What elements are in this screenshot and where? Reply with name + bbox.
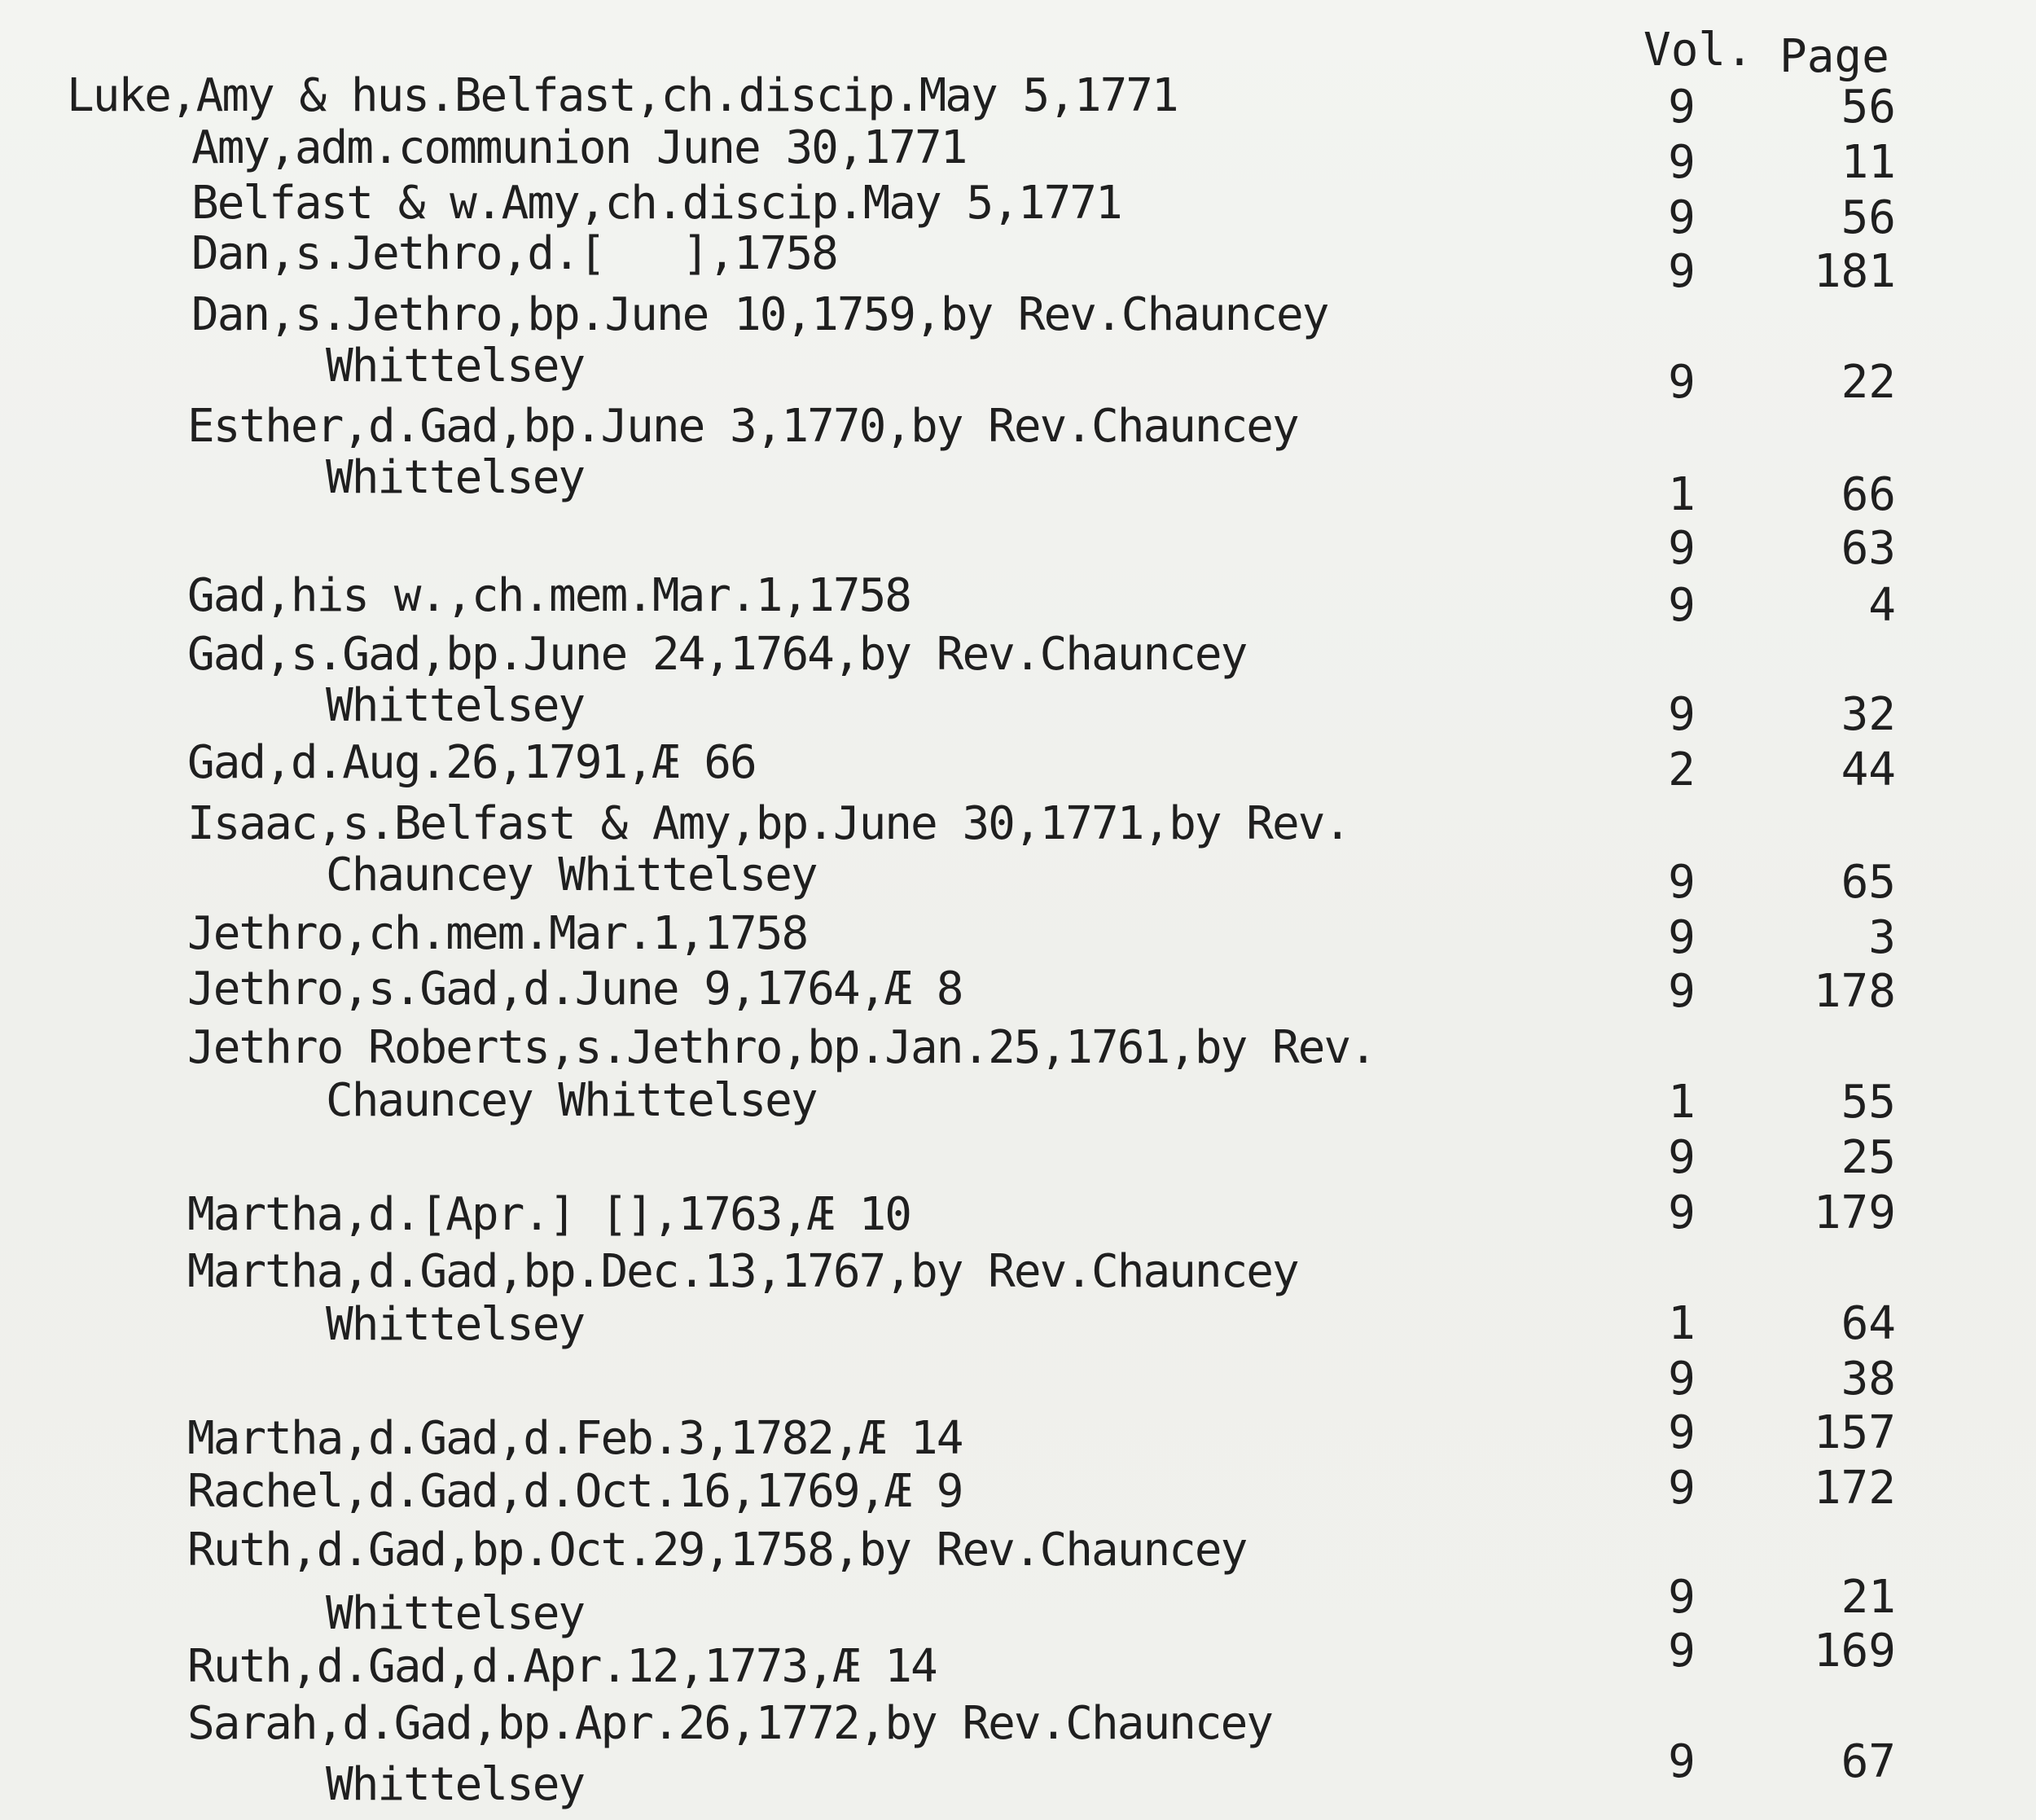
entry-line: Whittelsey	[326, 1758, 585, 1811]
entry-line: Luke,Amy & hus.Belfast,ch.discip.May 5,1771	[67, 69, 1178, 122]
vol-number: 9	[1668, 522, 1696, 575]
vol-number: 9	[1668, 1131, 1696, 1184]
page-number: 63	[1841, 522, 1896, 575]
vol-number: 9	[1668, 1186, 1696, 1239]
page-number: 3	[1868, 911, 1896, 964]
entry-line: Gad,s.Gad,bp.June 24,1764,by Rev.Chauncey	[187, 628, 1247, 681]
entry-line: Amy,adm.communion June 30,1771	[191, 121, 967, 174]
entry-line: Whittelsey	[326, 1298, 585, 1351]
entry-line: Gad,his w.,ch.mem.Mar.1,1758	[187, 569, 911, 622]
entry-line: Gad,d.Aug.26,1791,Æ 66	[187, 736, 756, 789]
vol-number: 1	[1668, 468, 1696, 521]
page-number: 56	[1841, 191, 1896, 244]
entry-line: Rachel,d.Gad,d.Oct.16,1769,Æ 9	[187, 1465, 963, 1518]
entry-line: Chauncey Whittelsey	[326, 1074, 817, 1127]
page-number: 66	[1841, 468, 1896, 521]
page-number: 56	[1841, 81, 1896, 134]
page-number: 169	[1813, 1625, 1896, 1677]
entry-line: Chauncey Whittelsey	[326, 849, 817, 901]
entry-line: Esther,d.Gad,bp.June 3,1770,by Rev.Chauncey	[187, 400, 1298, 453]
page-number: 181	[1813, 245, 1896, 298]
entry-line: Ruth,d.Gad,bp.Oct.29,1758,by Rev.Chauncey	[187, 1524, 1247, 1577]
entry-line: Isaac,s.Belfast & Amy,bp.June 30,1771,by Rev.	[187, 797, 1350, 850]
page-number: 11	[1841, 136, 1896, 189]
vol-number: 9	[1668, 1353, 1696, 1406]
entry-line: Sarah,d.Gad,bp.Apr.26,1772,by Rev.Chauncey	[187, 1697, 1273, 1750]
vol-number: 9	[1668, 356, 1696, 409]
page-number: 179	[1813, 1186, 1896, 1239]
vol-number: 9	[1668, 136, 1696, 189]
entry-line: Martha,d.Gad,d.Feb.3,1782,Æ 14	[187, 1412, 963, 1465]
entry-line: Belfast & w.Amy,ch.discip.May 5,1771	[191, 177, 1121, 230]
page-column-header: Page	[1779, 30, 1889, 83]
vol-number: 1	[1668, 1297, 1696, 1350]
page-number: 65	[1841, 856, 1896, 909]
entry-line: Whittelsey	[326, 340, 585, 393]
vol-number: 9	[1668, 579, 1696, 632]
page-number: 172	[1813, 1462, 1896, 1515]
vol-number: 9	[1668, 688, 1696, 741]
page-number: 67	[1841, 1735, 1896, 1788]
page-number: 25	[1841, 1131, 1896, 1184]
page-number: 4	[1868, 579, 1896, 632]
vol-number: 9	[1668, 81, 1696, 134]
entry-line: Martha,d.[Apr.] [],1763,Æ 10	[187, 1188, 911, 1241]
page-number: 22	[1841, 356, 1896, 409]
vol-number: 9	[1668, 245, 1696, 298]
vol-number: 2	[1668, 743, 1696, 796]
entry-line: Ruth,d.Gad,d.Apr.12,1773,Æ 14	[187, 1640, 937, 1693]
vol-column-header: Vol.	[1643, 24, 1753, 77]
vol-number: 9	[1668, 965, 1696, 1018]
vol-number: 9	[1668, 1571, 1696, 1624]
vol-number: 9	[1668, 1735, 1696, 1788]
page-number: 157	[1813, 1406, 1896, 1459]
page-number: 38	[1841, 1353, 1896, 1406]
entry-line: Whittelsey	[326, 679, 585, 732]
entry-line: Martha,d.Gad,bp.Dec.13,1767,by Rev.Chauncey	[187, 1245, 1298, 1298]
vol-number: 1	[1668, 1076, 1696, 1129]
page-number: 21	[1841, 1571, 1896, 1624]
page-number: 178	[1813, 965, 1896, 1018]
vol-number: 9	[1668, 191, 1696, 244]
page-number: 44	[1841, 743, 1896, 796]
entry-line: Whittelsey	[326, 1587, 585, 1640]
entry-line: Whittelsey	[326, 451, 585, 504]
entry-line: Jethro Roberts,s.Jethro,bp.Jan.25,1761,by Rev.	[187, 1021, 1376, 1074]
vol-number: 9	[1668, 1625, 1696, 1677]
vol-number: 9	[1668, 856, 1696, 909]
entry-line: Jethro,ch.mem.Mar.1,1758	[187, 907, 808, 960]
vol-number: 9	[1668, 911, 1696, 964]
page-number: 32	[1841, 688, 1896, 741]
entry-line: Dan,s.Jethro,bp.June 10,1759,by Rev.Chauncey	[191, 288, 1328, 341]
vol-number: 9	[1668, 1406, 1696, 1459]
page-number: 64	[1841, 1297, 1896, 1350]
entry-line: Dan,s.Jethro,d.[ ],1758	[191, 227, 837, 280]
vol-number: 9	[1668, 1462, 1696, 1515]
page-number: 55	[1841, 1076, 1896, 1129]
entry-line: Jethro,s.Gad,d.June 9,1764,Æ 8	[187, 963, 963, 1015]
